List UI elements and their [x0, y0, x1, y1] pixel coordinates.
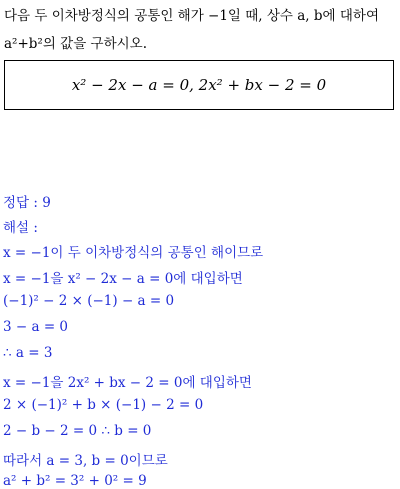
equation-text: x² − 2x − a = 0, 2x² + bx − 2 = 0: [71, 76, 327, 94]
solution-line: (−1)² − 2 × (−1) − a = 0: [3, 293, 175, 309]
answer-text: 정답 : 9: [3, 195, 51, 211]
solution-line: 따라서 a = 3, b = 0이므로: [3, 453, 168, 469]
solution-line: 3 − a = 0: [3, 319, 69, 335]
solution-line: x = −1이 두 이차방정식의 공통인 해이므로: [3, 245, 264, 261]
problem-text-line-2: a²+b²의 값을 구하시오.: [4, 36, 147, 52]
equation-box: [4, 60, 394, 110]
solution-line: x = −1을 2x² + bx − 2 = 0에 대입하면: [3, 375, 252, 391]
explanation-label: 해설 :: [3, 220, 38, 236]
solution-line: ∴ a = 3: [3, 345, 53, 361]
solution-line: a² + b² = 3² + 0² = 9: [3, 473, 147, 489]
solution-line: x = −1을 x² − 2x − a = 0에 대입하면: [3, 271, 243, 287]
solution-line: 2 − b − 2 = 0 ∴ b = 0: [3, 423, 152, 439]
solution-line: 2 × (−1)² + b × (−1) − 2 = 0: [3, 397, 204, 413]
problem-text-line-1: 다음 두 이차방정식의 공통인 해가 −1일 때, 상수 a, b에 대하여: [4, 8, 379, 24]
